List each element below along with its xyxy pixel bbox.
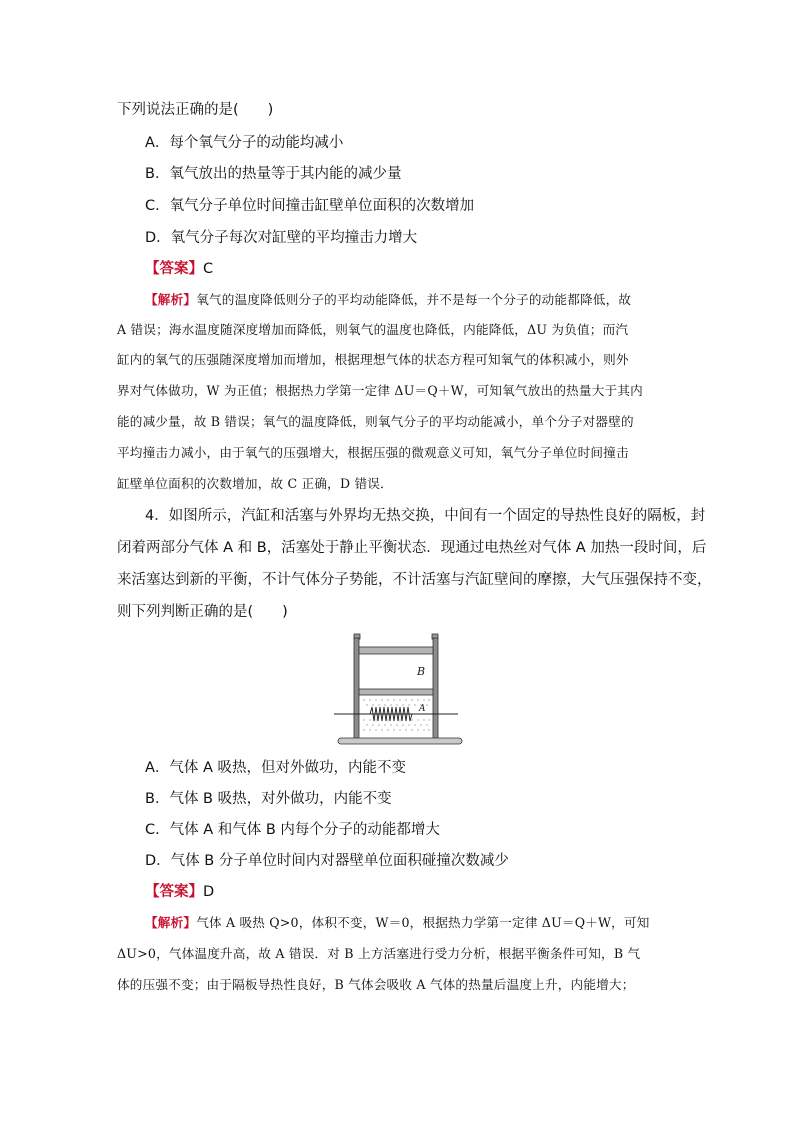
q4-option-d: D．气体 B 分子单位时间内对器壁单位面积碰撞次数减少 [145,853,509,869]
q4-option-a: A．气体 A 吸热，但对外做功，内能不变 [145,760,407,776]
q4-answer-tag: 【答案】 [145,884,203,900]
q3-option-b: B．氧气放出的热量等于其内能的减少量 [145,166,402,182]
q3-stem-tail: 下列说法正确的是( ) [117,102,274,118]
q4-explanation-line-2: ΔU>0，气体温度升高，故 A 错误．对 B 上方活塞进行受力分析，根据平衡条件可知，B 气 [117,946,641,961]
q4-stem-line-1: 4．如图所示，汽缸和活塞与外界均无热交换，中间有一个固定的导热性良好的隔板，封 [145,508,706,524]
q3-answer [145,259,213,279]
q3-explanation-line-2: A 错误；海水温度随深度增加而降低，则氧气的温度也降低，内能降低，ΔU 为负值；而汽 [117,322,629,337]
q4-explanation-text-1: 气体 A 吸热 Q>0，体积不变，W＝0，根据热力学第一定律 ΔU＝Q＋W，可知 [196,915,650,930]
q4-answer [145,882,214,902]
q4-stem-line-4: 则下列判断正确的是( ) [117,604,288,620]
left-wall [354,638,359,738]
q3-option-d: D．氧气分子每次对缸壁的平均撞击力增大 [145,230,418,246]
q4-option-b: B．气体 B 吸热，对外做功，内能不变 [145,791,392,807]
q3-explanation-line-6: 平均撞击力减小，由于氧气的压强增大，根据压强的微观意义可知，氧气分子单位时间撞击 [117,445,629,460]
q4-explanation-line-1 [145,913,650,933]
q3-explanation-line-7: 缸壁单位面积的次数增加，故 C 正确，D 错误． [117,476,393,491]
q3-option-c: C．氧气分子单位时间撞击缸壁单位面积的次数增加 [145,198,475,214]
piston [359,647,433,654]
q3-explanation-line-5: 能的减少量，故 B 错误；氧气的温度降低，则氧气分子的平均动能减小，单个分子对器壁的 [117,414,634,429]
q4-answer-value: D [203,884,215,900]
q3-answer-tag: 【答案】 [145,261,203,277]
q4-stem-line-3: 来活塞达到新的平衡，不计气体分子势能，不计活塞与汽缸壁间的摩擦，大气压强保持不变， [117,572,712,588]
q3-answer-value: C [203,261,214,277]
cylinder-base [338,738,462,744]
q4-option-c: C．气体 A 和气体 B 内每个分子的动能都增大 [145,822,440,838]
q4-explanation-line-3: 体的压强不变；由于隔板导热性良好，B 气体会吸收 A 气体的热量后温度上升，内能增大； [117,977,635,992]
q3-option-a: A．每个氧气分子的动能均减小 [145,135,344,151]
q4-explanation-tag: 【解析】 [145,915,197,930]
gas-b-label: B [417,665,426,678]
right-wall [433,638,438,738]
cylinder-diagram [330,632,470,748]
q3-explanation-line-3: 缸内的氧气的压强随深度增加而增加，根据理想气体的状态方程可知氧气的体积减小，则外 [117,352,629,367]
q3-explanation-tag: 【解析】 [145,292,197,307]
q3-explanation-line-4: 界对气体做功，W 为正值；根据热力学第一定律 ΔU＝Q＋W，可知氧气放出的热量大于其内 [117,383,643,398]
gas-a-label: A [419,704,426,714]
q3-explanation-text-1: 氧气的温度降低则分子的平均动能降低，并不是每一个分子的动能都降低，故 [196,292,632,307]
partition [359,689,433,695]
q4-stem-line-2: 闭着两部分气体 A 和 B，活塞处于静止平衡状态．现通过电热丝对气体 A 加热一段时间，后 [117,540,707,556]
q3-explanation-line-1 [145,290,631,310]
